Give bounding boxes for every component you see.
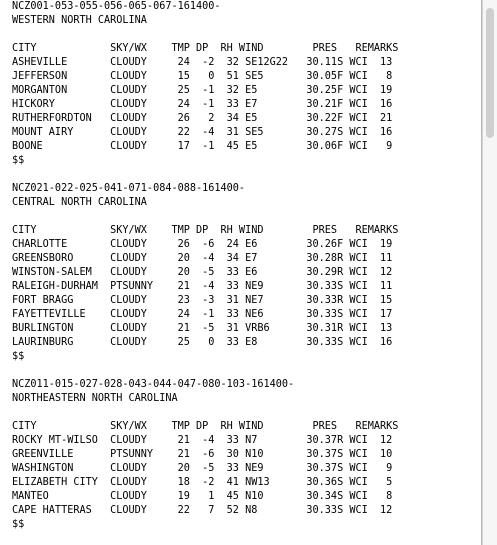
report-line: FAYETTEVILLE CLOUDY 24 -1 33 NE6 30.33S WCI 17	[12, 309, 393, 320]
report-line: NORTHEASTERN NORTH CAROLINA	[12, 393, 178, 404]
report-line: ROCKY MT-WILSO CLOUDY 21 -4 33 N7 30.37R WCI 12	[12, 435, 393, 446]
report-line: $$	[12, 155, 25, 166]
report-line: CHARLOTTE CLOUDY 26 -6 24 E6 30.26F WCI 19	[12, 239, 393, 250]
report-line: CENTRAL NORTH CAROLINA	[12, 197, 147, 208]
report-line: BOONE CLOUDY 17 -1 45 E5 30.06F WCI 9	[12, 141, 393, 152]
report-line: CITY SKY/WX TMP DP RH WIND PRES REMARKS	[12, 43, 399, 54]
report-line: RUTHERFORDTON CLOUDY 26 2 34 E5 30.22F WCI 21	[12, 113, 393, 124]
report-line: $$	[12, 519, 25, 530]
scrollbar-thumb[interactable]	[486, 8, 494, 138]
blank-line	[12, 210, 398, 224]
report-line: CITY SKY/WX TMP DP RH WIND PRES REMARKS	[12, 225, 399, 236]
report-line: NCZ011-015-027-028-043-044-047-080-103-161400-	[12, 379, 295, 390]
report-line: MOUNT AIRY CLOUDY 22 -4 31 SE5 30.27S WCI 16	[12, 127, 393, 138]
weather-report-text	[12, 0, 398, 532]
report-line: GREENVILLE PTSUNNY 21 -6 30 N10 30.37S WCI 10	[12, 449, 393, 460]
report-line: BURLINGTON CLOUDY 21 -5 31 VRB6 30.31R WCI 13	[12, 323, 393, 334]
report-line: FORT BRAGG CLOUDY 23 -3 31 NE7 30.33R WCI 15	[12, 295, 393, 306]
blank-line	[12, 168, 398, 182]
vertical-scrollbar[interactable]	[482, 0, 497, 545]
report-line: RALEIGH-DURHAM PTSUNNY 21 -4 33 NE9 30.33S WCI 11	[12, 281, 393, 292]
report-line: NCZ001-053-055-056-065-067-161400-	[12, 1, 221, 12]
report-line: LAURINBURG CLOUDY 25 0 33 E8 30.33S WCI 16	[12, 337, 393, 348]
report-line: ELIZABETH CITY CLOUDY 18 -2 41 NW13 30.36S WCI 5	[12, 477, 393, 488]
blank-line	[12, 364, 398, 378]
blank-line	[12, 28, 398, 42]
report-line: JEFFERSON CLOUDY 15 0 51 SE5 30.05F WCI 8	[12, 71, 393, 82]
report-line: $$	[12, 351, 25, 362]
report-line: NCZ021-022-025-041-071-084-088-161400-	[12, 183, 246, 194]
report-line: WESTERN NORTH CAROLINA	[12, 15, 147, 26]
report-line: HICKORY CLOUDY 24 -1 33 E7 30.21F WCI 16	[12, 99, 393, 110]
report-line: ASHEVILLE CLOUDY 24 -2 32 SE12G22 30.11S WCI 13	[12, 57, 393, 68]
report-line: MORGANTON CLOUDY 25 -1 32 E5 30.25F WCI 19	[12, 85, 393, 96]
blank-line	[12, 406, 398, 420]
report-line: WASHINGTON CLOUDY 20 -5 33 NE9 30.37S WCI 9	[12, 463, 393, 474]
report-line: CITY SKY/WX TMP DP RH WIND PRES REMARKS	[12, 421, 399, 432]
report-line: MANTEO CLOUDY 19 1 45 N10 30.34S WCI 8	[12, 491, 393, 502]
report-line: WINSTON-SALEM CLOUDY 20 -5 33 E6 30.29R WCI 12	[12, 267, 393, 278]
report-line: CAPE HATTERAS CLOUDY 22 7 52 N8 30.33S WCI 12	[12, 505, 393, 516]
report-line: GREENSBORO CLOUDY 20 -4 34 E7 30.28R WCI 11	[12, 253, 393, 264]
